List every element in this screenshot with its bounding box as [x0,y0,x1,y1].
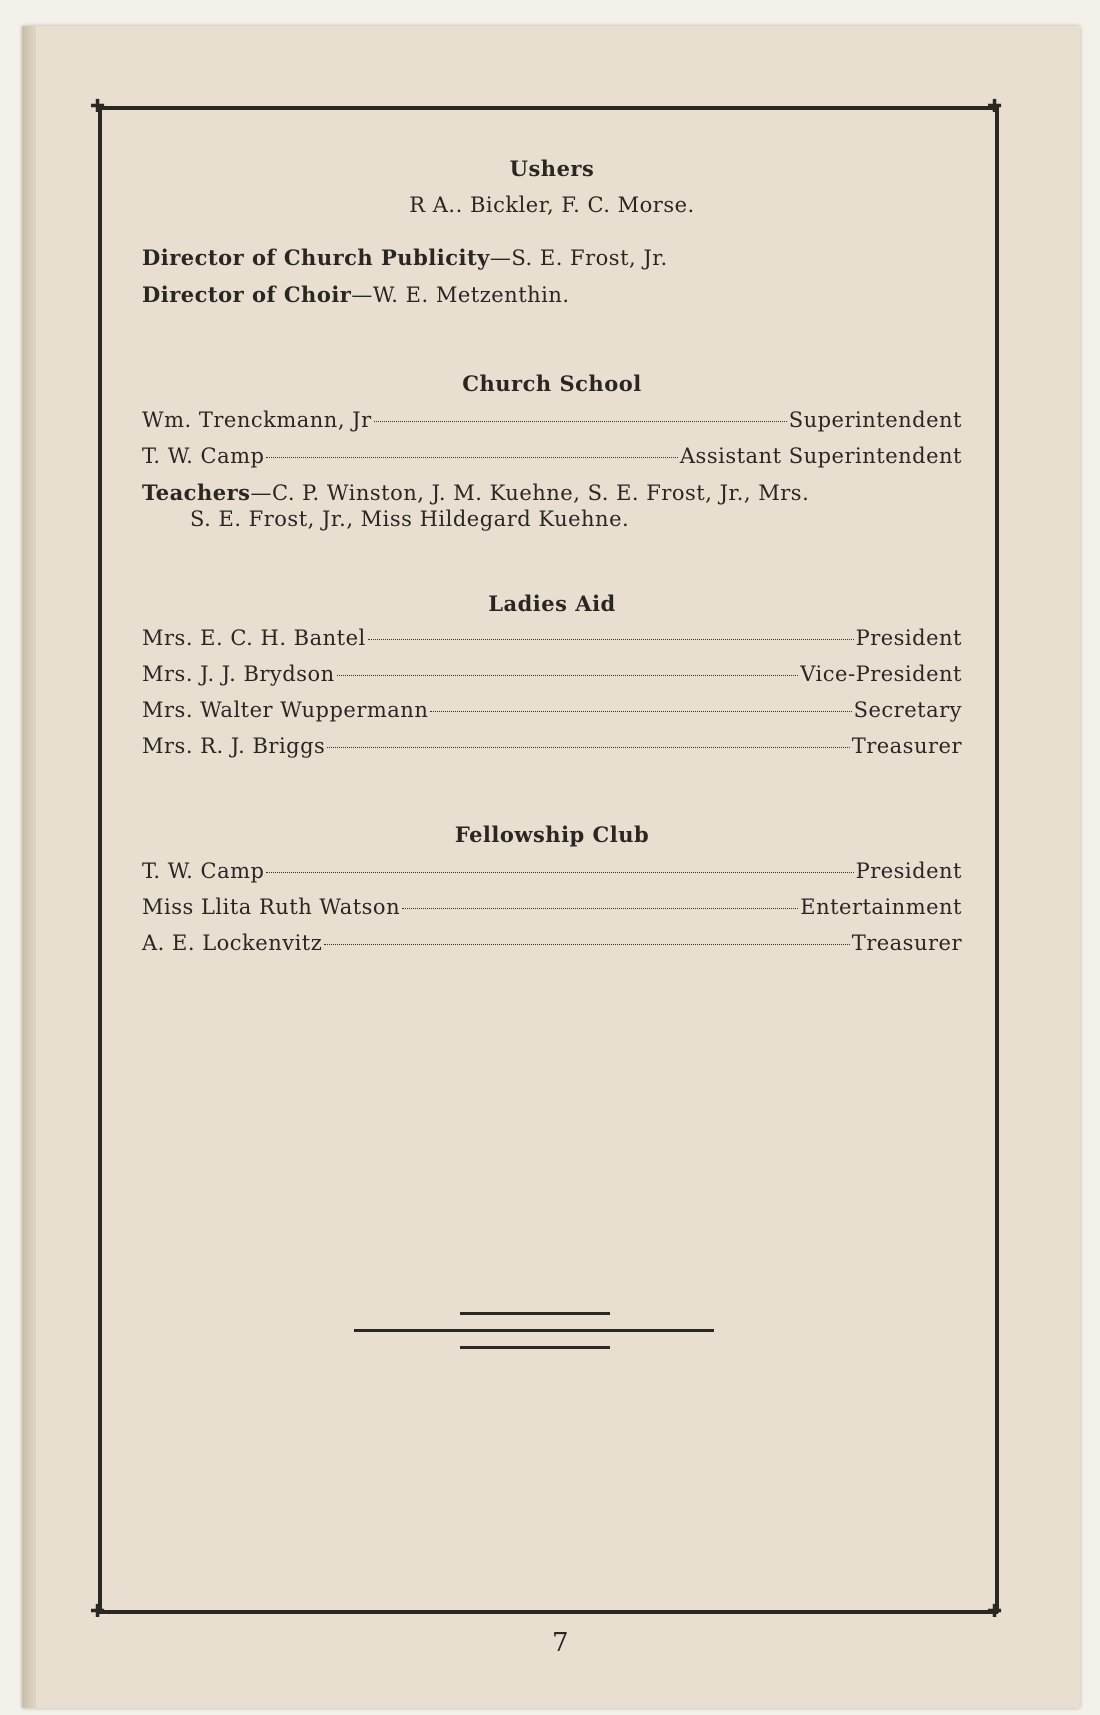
director-choir [142,282,962,307]
ushers-names: R A.. Bickler, F. C. Morse. [409,193,695,217]
officer-role: Vice-President [800,662,962,686]
ornament-rule-top [460,1312,610,1315]
list-item [142,662,962,686]
fellowship-club-heading: Fellowship Club [454,822,650,847]
dot-leader [337,675,799,676]
officer-name: Wm. Trenckmann, Jr [142,408,372,432]
dot-leader [324,944,849,945]
teachers-label: Teachers [142,480,251,505]
officer-name: Mrs. E. C. H. Bantel [142,626,366,650]
officer-role: Entertainment [800,895,962,919]
list-item [142,931,962,955]
teachers-continued: S. E. Frost, Jr., Miss Hildegard Kuehne. [190,507,630,531]
director-choir-label: Director of Choir [142,282,352,307]
officer-role: Secretary [853,698,962,722]
officer-role: President [855,859,962,883]
officer-name: Mrs. Walter Wuppermann [142,698,429,722]
dot-leader [266,872,853,873]
dot-leader [327,747,849,748]
officer-name: Miss Llita Ruth Watson [142,895,401,919]
officer-role: Treasurer [851,734,962,758]
corner-ornament-icon: ✚ [987,96,1003,117]
list-item [142,626,962,650]
teachers-names: —C. P. Winston, J. M. Kuehne, S. E. Frost, Jr., Mrs. [250,481,810,505]
church-school-heading: Church School [462,371,642,396]
border-top [98,106,998,110]
corner-ornament-icon: ✚ [987,1601,1003,1622]
officer-role: Assistant Superintendent [679,444,962,468]
director-publicity-label: Director of Church Publicity [142,245,490,270]
ornament-rule-bottom [460,1346,610,1349]
corner-ornament-icon: ✚ [90,96,106,117]
dot-leader [430,711,851,712]
ladies-aid-heading: Ladies Aid [488,591,616,616]
booklet-page [22,26,1080,1708]
director-choir-value: —W. E. Metzenthin. [351,283,570,307]
page-spine [22,26,36,1708]
border-bottom [98,1610,998,1614]
dot-leader [402,908,798,909]
officer-name: Mrs. J. J. Brydson [142,662,335,686]
page-content [142,146,962,955]
list-item [142,859,962,883]
dot-leader [368,639,854,640]
list-item [142,444,962,468]
officer-role: Superintendent [788,408,962,432]
corner-ornament-icon: ✚ [90,1601,106,1622]
director-publicity [142,245,962,270]
director-publicity-value: —S. E. Frost, Jr. [489,246,668,270]
officer-role: Treasurer [851,931,962,955]
border-left [98,106,102,1613]
border-right [995,106,999,1613]
list-item [142,698,962,722]
list-item [142,895,962,919]
ushers-heading: Ushers [509,156,595,181]
list-item [142,408,962,432]
officer-name: T. W. Camp [142,859,265,883]
officer-name: A. E. Lockenvitz [142,931,323,955]
dot-leader [374,421,787,422]
officer-name: T. W. Camp [142,444,265,468]
teachers-line [142,480,962,505]
officer-name: Mrs. R. J. Briggs [142,734,326,758]
page-number: 7 [552,1628,569,1658]
list-item [142,734,962,758]
dot-leader [266,457,677,458]
officer-role: President [855,626,962,650]
ornament-rule-middle [354,1329,714,1332]
